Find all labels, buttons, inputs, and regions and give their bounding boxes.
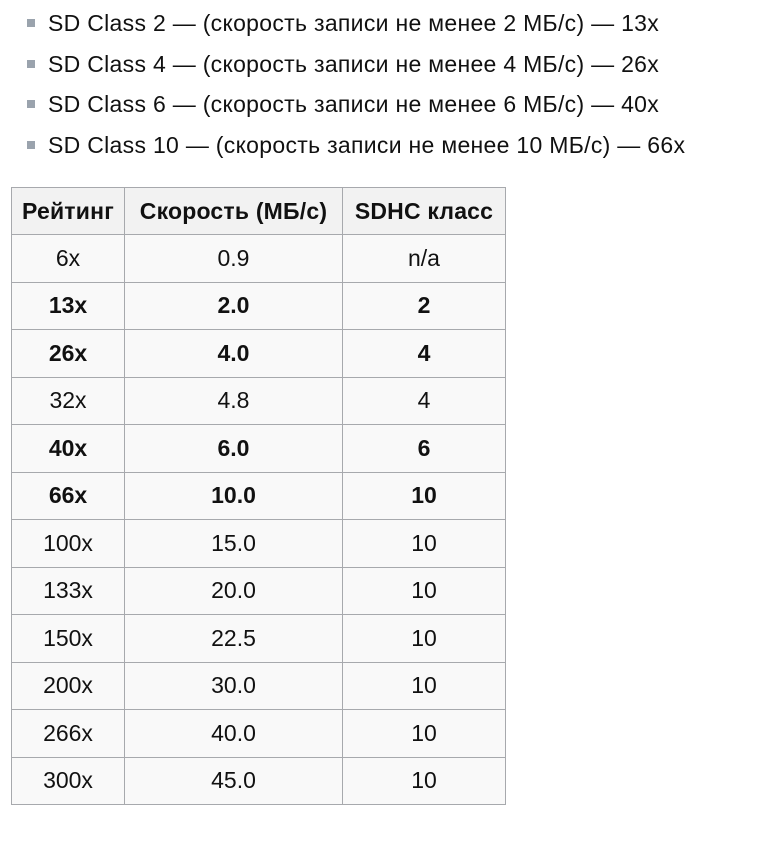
table-row [12, 472, 506, 520]
table-row [12, 235, 506, 283]
table-header-row [12, 188, 506, 235]
cell-rating: 300x [12, 757, 125, 805]
cell-speed: 22.5 [125, 615, 343, 663]
cell-speed: 15.0 [125, 520, 343, 568]
cell-speed: 45.0 [125, 757, 343, 805]
list-item-text: SD Class 4 — (скорость записи не менее 4 МБ/с) — 26x [48, 50, 660, 77]
bullet-square-icon [27, 141, 35, 149]
cell-speed: 20.0 [125, 567, 343, 615]
cell-rating: 32x [12, 377, 125, 425]
cell-speed: 4.0 [125, 330, 343, 378]
list-item [0, 125, 685, 165]
cell-sdhc-class: n/a [343, 235, 506, 283]
cell-speed: 10.0 [125, 472, 343, 520]
cell-speed: 2.0 [125, 282, 343, 330]
table-row [12, 520, 506, 568]
list-item-text: SD Class 2 — (скорость записи не менее 2 МБ/с) — 13x [48, 9, 660, 36]
cell-sdhc-class: 10 [343, 757, 506, 805]
cell-sdhc-class: 10 [343, 472, 506, 520]
table-row [12, 330, 506, 378]
cell-sdhc-class: 2 [343, 282, 506, 330]
table-row [12, 425, 506, 473]
cell-rating: 266x [12, 710, 125, 758]
cell-rating: 40x [12, 425, 125, 473]
table-body [12, 235, 506, 805]
cell-rating: 133x [12, 567, 125, 615]
table-row [12, 662, 506, 710]
header-rating: Рейтинг [12, 188, 125, 235]
speed-class-table [11, 187, 506, 805]
table-row [12, 282, 506, 330]
cell-speed: 6.0 [125, 425, 343, 473]
table-row [12, 757, 506, 805]
cell-sdhc-class: 6 [343, 425, 506, 473]
cell-speed: 4.8 [125, 377, 343, 425]
cell-speed: 30.0 [125, 662, 343, 710]
cell-rating: 26x [12, 330, 125, 378]
cell-sdhc-class: 4 [343, 377, 506, 425]
cell-sdhc-class: 10 [343, 710, 506, 758]
table-row [12, 710, 506, 758]
cell-sdhc-class: 4 [343, 330, 506, 378]
cell-sdhc-class: 10 [343, 520, 506, 568]
cell-speed: 0.9 [125, 235, 343, 283]
cell-rating: 6x [12, 235, 125, 283]
cell-rating: 66x [12, 472, 125, 520]
bullet-square-icon [27, 60, 35, 68]
cell-rating: 200x [12, 662, 125, 710]
cell-rating: 150x [12, 615, 125, 663]
list-item [0, 3, 659, 43]
bullet-square-icon [27, 100, 35, 108]
list-item-text: SD Class 6 — (скорость записи не менее 6 МБ/с) — 40x [48, 90, 660, 117]
table-row [12, 377, 506, 425]
cell-sdhc-class: 10 [343, 615, 506, 663]
cell-speed: 40.0 [125, 710, 343, 758]
list-item [0, 84, 659, 124]
table-row [12, 615, 506, 663]
list-item [0, 44, 659, 84]
header-sdhc-class: SDHC класс [343, 188, 506, 235]
bullet-square-icon [27, 19, 35, 27]
cell-rating: 100x [12, 520, 125, 568]
table-row [12, 567, 506, 615]
list-item-text: SD Class 10 — (скорость записи не менее 10 МБ/с) — 66x [48, 131, 686, 158]
cell-sdhc-class: 10 [343, 662, 506, 710]
cell-sdhc-class: 10 [343, 567, 506, 615]
cell-rating: 13x [12, 282, 125, 330]
header-speed: Скорость (МБ/с) [125, 188, 343, 235]
